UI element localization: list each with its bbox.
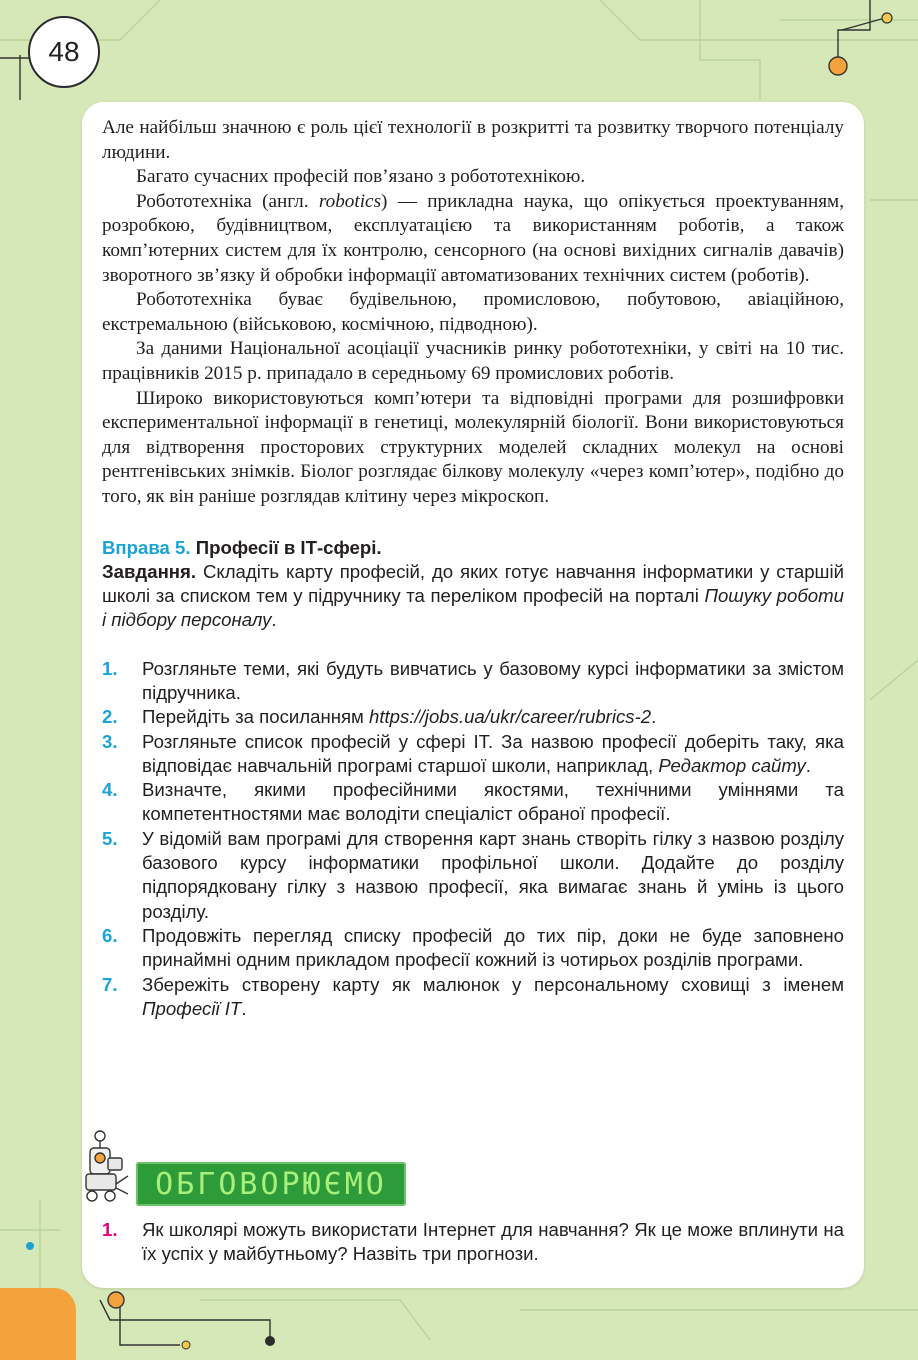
url-link[interactable]: https://jobs.ua/ukr/career/rubrics-2 xyxy=(369,706,652,728)
discuss-banner: ОБГОВОРЮЄМО xyxy=(136,1162,406,1206)
list-item: 1. Як школярі можуть використати Інтернет для навчання? Як це може вплинути на їх успіх у майбутньому? Назвіть три прогнози. xyxy=(102,1219,844,1265)
robot-icon xyxy=(82,1128,132,1208)
list-item: 3. Розгляньте список професій у сфері ІТ. За назвою професії доберіть таку, яка відповідає навчальній програмі старшої школи, наприклад, Редактор сайту. xyxy=(102,730,844,776)
exercise-label: Вправа 5. xyxy=(102,536,191,558)
discuss-questions xyxy=(102,1218,844,1267)
paragraph: Широко використовуються комп’ютери та відповідні програми для розшифровки експериментальної інформації в генетиці, молекулярній біології. Вони використовуються для відтворення просторових структурних моделей складних молекул на основі рентгенівських знімків. Біолог розглядає білкову молекулу «через комп’ютер», подібно до того, як він раніше розглядав клітину через мікроскоп. xyxy=(102,387,844,507)
list-item: 6. Продовжіть перегляд списку професій до тих пір, доки не буде заповнено принаймні одним прикладом професії кожний із чотирьох розділів програми. xyxy=(102,924,844,971)
corner-tab xyxy=(0,1288,76,1360)
paragraph: За даними Національної асоціації учасників ринку робототехніки, у світі на 10 тис. працівників 2015 р. припадало в середньому 69 промислових роботів. xyxy=(102,338,844,384)
main-text xyxy=(102,116,844,1021)
exercise-name: Професії в ІТ-сфері. xyxy=(195,536,382,558)
exercise-title xyxy=(102,536,844,560)
paragraph: Робототехніка буває будівельною, промисловою, побутовою, авіаційною, екстремальною (військовою, космічною, підводною). xyxy=(102,289,844,335)
page-number: 48 xyxy=(28,16,100,88)
list-item: 1. Розгляньте теми, які будуть вивчатись у базовому курсі інформатики за змістом підручника. xyxy=(102,657,844,703)
paragraph: Багато сучасних професій пов’язано з робототехнікою. xyxy=(136,166,586,188)
questions-list xyxy=(102,1218,844,1267)
paragraph: Але найбільш значною є роль цієї технології в розкритті та розвитку творчого потенціалу людини. xyxy=(102,117,844,163)
list-item: 4. Визначте, якими професійними якостями, технічними уміннями та компетентностями має володіти спеціаліст обраної професії. xyxy=(102,779,844,825)
list-item: 7. Збережіть створену карту як малюнок у персональному сховищі з іменем Професії IT. xyxy=(102,973,844,1019)
list-item: 2. Перейдіть за посиланням https://jobs.ua/ukr/career/rubrics-2. xyxy=(102,706,657,728)
discuss-header xyxy=(82,1128,422,1210)
list-item: 5. У відомій вам програмі для створення карт знань створіть гілку з назвою розділу базового курсу інформатики профільної школи. Додайте до розділу підпорядковану гілку з назвою професії, яка вимагає знань й умінь із цього розділу. xyxy=(102,827,844,922)
exercise-task: Завдання. Складіть карту професій, до яких готує навчання інформатики у старшій школі за списком тем у підручнику та переліком професій на порталі Пошуку роботи і підбору персоналу. xyxy=(102,560,844,631)
paragraph: Робототехніка (англ. robotics) — прикладна наука, що опікується проектуванням, розробкою, будівництвом, експлуатацією та використанням роботів, а також комп’ютерних систем для їх контролю, сенсорного (на основі вихідних сигналів давачів) зворотного зв’язку й обробки інформації автоматизованих технічних систем (роботів). xyxy=(102,190,844,286)
steps-list xyxy=(102,657,844,1021)
